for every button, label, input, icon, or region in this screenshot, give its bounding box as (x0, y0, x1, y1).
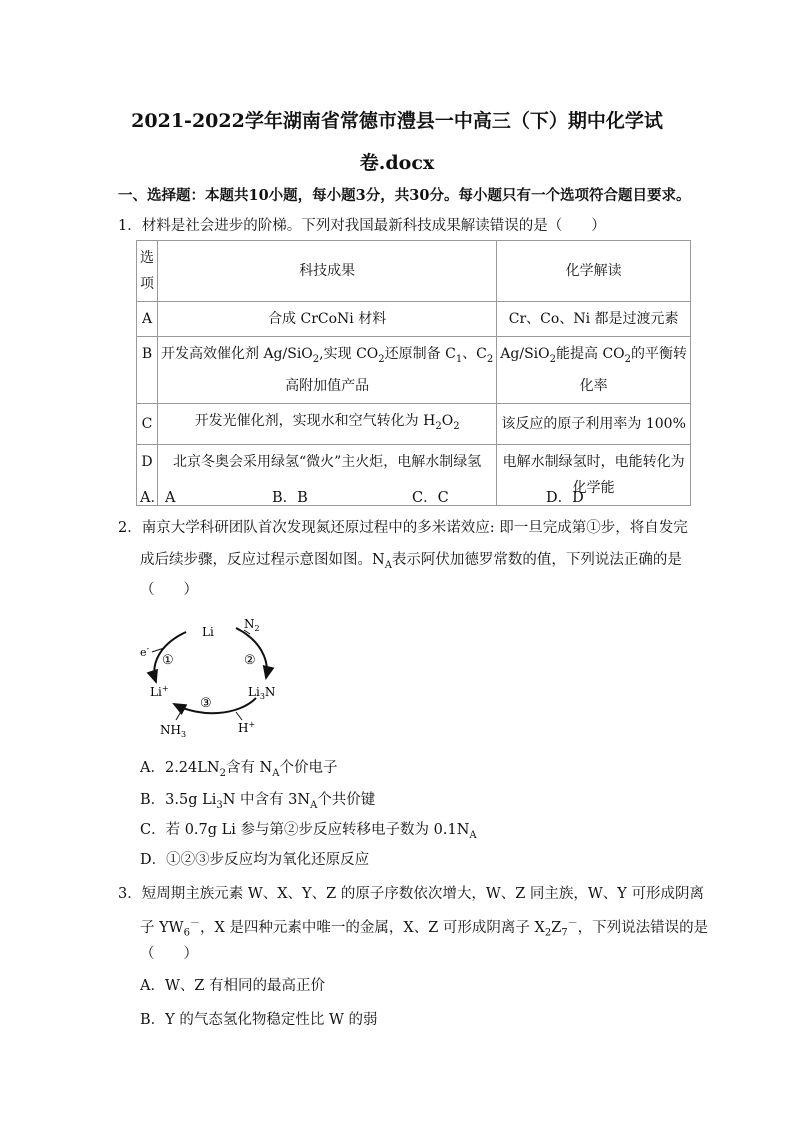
arc-step3 (174, 698, 256, 713)
q1-option-a[interactable]: A．A (140, 490, 176, 506)
row-option: B (137, 337, 158, 404)
header-option: 选项 (137, 241, 158, 302)
row-result: 合成 CrCoNi 材料 (158, 302, 497, 337)
q3-stem-line3: （ ） (140, 946, 198, 962)
row-reading: Ag/SiO$_2$能提高 $CO_2$的平衡转 化率 (497, 337, 691, 404)
q1-stem: 1．材料是社会进步的阶梯。下列对我国最新科技成果解读错误的是（ ） (118, 218, 606, 234)
label-hplus: H+ (238, 720, 256, 735)
row-option: A (137, 302, 158, 337)
header-result: 科技成果 (158, 241, 497, 302)
q1-option-c[interactable]: C．C (412, 490, 449, 506)
q3-stem-line2: 子 $YW_6^-$，X 是四种元素中唯一的金属，X、Z 可形成阴离子 $X_2Z_7^-$，下列说法错误的是 (140, 918, 709, 939)
row-result: 开发光催化剂，实现水和空气转化为 $H_2O_2$ (158, 403, 497, 444)
q3-option-a[interactable]: A．W、Z 有相同的最高正价 (140, 978, 326, 994)
q1-option-b[interactable]: B．B (272, 490, 308, 506)
q2-option-c[interactable]: C．若 0.7g Li 参与第②步反应转移电子数为 $0.1N_A$ (140, 822, 477, 841)
label-nh3: $NH_3$ (160, 723, 187, 739)
row-option: D (137, 444, 158, 505)
row-result: 开发高效催化剂 Ag/SiO$_2$,实现 $CO_2$还原制备 $C_1$、$C_2$ 高附加值产品 (158, 337, 497, 404)
q2-stem-line1: 2．南京大学科研团队首次发现氮还原过程中的多米诺效应: 即一旦完成第①步，将自发完 (118, 520, 688, 536)
q2-option-b[interactable]: B．3.5g $Li_3N$ 中含有 $3N_A$个共价键 (140, 792, 376, 811)
table-row (137, 403, 691, 444)
label-n2: $N_2$ (244, 617, 260, 633)
table-row (137, 337, 691, 404)
q2-stem-line3: （ ） (140, 582, 198, 598)
nh3-line (176, 710, 182, 720)
table-row (137, 302, 691, 337)
label-li: Li (202, 625, 214, 639)
doc-title-line2: 卷.docx (359, 152, 435, 174)
q2-stem-line2: 成后续步骤，反应过程示意图如图。$N_A$表示阿伏加德罗常数的值，下列说法正确的是 (140, 552, 682, 571)
label-step3: ③ (200, 696, 212, 711)
q3-stem-line1: 3．短周期主族元素 W、X、Y、Z 的原子序数依次增大，W、Z 同主族，W、Y 可形成阴离 (118, 886, 704, 902)
row-reading: 电解水制绿氢时，电能转化为 化学能 (497, 444, 691, 505)
hplus-line (236, 712, 242, 720)
label-electron: e- (140, 644, 150, 659)
row-reading: Cr、Co、Ni 都是过渡元素 (497, 302, 691, 337)
label-li3n: $Li_3N$ (248, 685, 276, 701)
label-step2: ② (244, 653, 256, 668)
row-reading: 该反应的原子利用率为 100% (497, 403, 691, 444)
q2-option-a[interactable]: A．$2.24LN_2$含有 $N_A$个价电子 (140, 760, 338, 779)
q1-option-d[interactable]: D．D (546, 490, 584, 506)
label-step1: ① (162, 653, 174, 668)
row-option: C (137, 403, 158, 444)
section-heading: 一、选择题：本题共10小题，每小题3分，共30分。每小题只有一个选项符合题目要求。 (118, 187, 691, 204)
label-li-plus: Li+ (150, 684, 169, 699)
table-header-row (137, 241, 691, 302)
q3-option-b[interactable]: B．Y 的气态氢化物稳定性比 W 的弱 (140, 1012, 378, 1028)
reaction-cycle-diagram (138, 612, 298, 742)
doc-title-line1: 2021-2022学年湖南省常德市澧县一中高三（下）期中化学试 (131, 110, 663, 132)
q2-option-d[interactable]: D．①②③步反应均为氧化还原反应 (140, 852, 370, 868)
row-result: 北京冬奥会采用绿氢“微火”主火炬，电解水制绿氢 (158, 444, 497, 505)
q1-table (136, 240, 691, 506)
header-reading: 化学解读 (497, 241, 691, 302)
